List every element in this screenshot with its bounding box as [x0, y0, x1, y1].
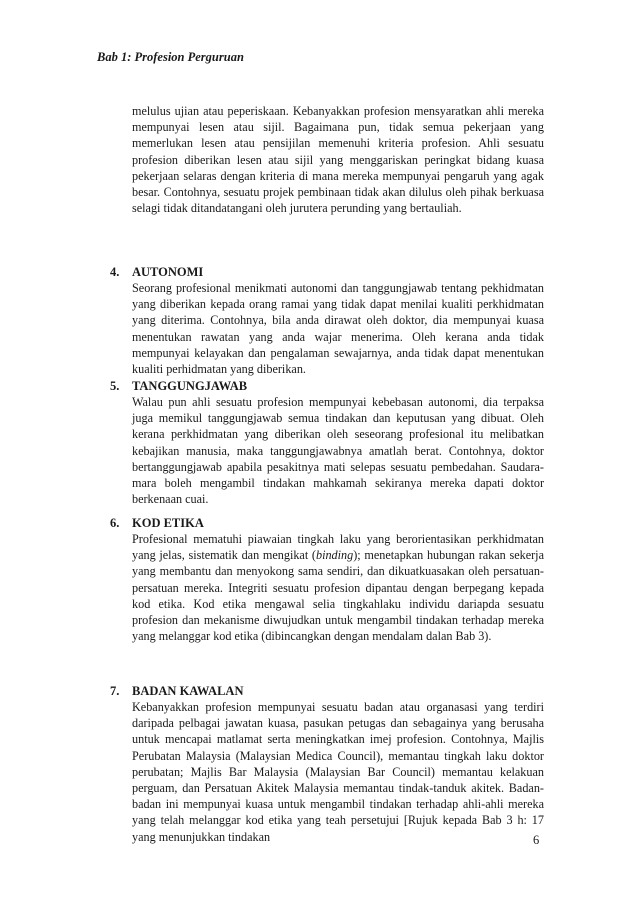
intro-paragraph: melulus ujian atau peperiskaan. Kebanyakkan profesion mensyaratkan ahli mereka mempunyai lesen atau sijil. Bagaimana pun, tidak semua pekerjaan yang memerlukan lesen atau pensijilan memenuhi kriteria profesion. Ahli sesuatu profesion diberikan lesen atau sijil yang menggariskan peringkat bidang kuasa pekerjaan selaras dengan kriteria di mana mereka mempunyai pengaruh yang agak besar. Contohnya, sesuatu projek pembinaan tidak akan dilulus oleh pihak berkuasa selagi tidak ditandatangani oleh jurutera perunding yang bertauliah.: [132, 104, 544, 216]
section-tanggungjawab: [110, 378, 544, 507]
section-kod-etika: [110, 515, 544, 644]
section-title: KOD ETIKA: [132, 516, 204, 530]
section-heading: [110, 378, 544, 394]
section-body: Walau pun ahli sesuatu profesion mempunyai kebebasan autonomi, dia terpaksa juga memikul tanggungjawab semua tindakan dan keputusan yang dibuat. Oleh kerana perkhidmatan yang diberikan oleh seseorang profesional itu melibatkan kebajikan manusia, maka tanggungjawabnya amatlah berat. Contohnya, doktor bertanggungjawab apabila pesakitnya mati selepas sesuatu pembedahan. Saudara-mara boleh mengambil tindakan mahkamah sekiranya mereka dapati doktor berkenaan cuai.: [132, 395, 544, 507]
section-body: Seorang profesional menikmati autonomi dan tanggungjawab tentang pekhidmatan yang diberikan kepada orang ramai yang tidak dapat menilai kualiti perkhidmatan yang diterima. Contohnya, bila anda dirawat oleh doktor, dia mempunyai kuasa menentukan rawatan yang anda wajar menerima. Oleh kerana anda tidak mempunyai kelayakan dan pengalaman sewajarnya, anda tidak dapat menentukan kualiti perhidmatan yang diberikan.: [132, 281, 544, 377]
section-title: AUTONOMI: [132, 265, 204, 279]
body-text: ); menetapkan hubungan rakan sekerja yang membantu dan menyokong sama sendiri, dan dikuatkuasakan oleh persatuan-persatuan mereka. Integriti sesuatu profesion dipantau dengan berpegang kepada kod etika. Kod etika mengawal selia tingkahlaku individu dariapda sesuatu profesion dan mekanisme diwujudkan untuk mengambil tindakan terhadap mereka yang melanggar kod etika (dibincangkan dengan mendalam dalan Bab 3).: [132, 548, 544, 644]
section-heading: [110, 515, 544, 531]
section-title: TANGGUNGJAWAB: [132, 379, 248, 393]
section-heading: [110, 683, 544, 699]
body-italic-term: binding: [315, 548, 354, 563]
body-text: Profesional mematuhi piawaian tingkah laku yang berorientasikan perkhidmatan yang jelas, sistematik dan mengikat (: [132, 532, 544, 563]
section-number: 7.: [110, 684, 120, 698]
section-heading: [110, 264, 544, 280]
section-title: BADAN KAWALAN: [132, 684, 244, 698]
section-number: 6.: [110, 516, 120, 530]
chapter-header: Bab 1: Profesion Perguruan: [97, 50, 244, 64]
section-body: [132, 531, 544, 644]
page-number: 6: [533, 833, 540, 847]
section-number: 5.: [110, 379, 120, 393]
section-number: 4.: [110, 265, 120, 279]
section-badan-kawalan: [110, 683, 544, 845]
section-body: Kebanyakkan profesion mempunyai sesuatu badan atau organasasi yang terdiri daripada pelbagai jawatan kuasa, pasukan petugas dan sebagainya yang berusaha untuk mencapai matlamat serta meningkatkan imej profesion. Contohnya, Majlis Perubatan Malaysia (Malaysian Medica Council), memantau tingkah laku doktor perubatan; Majlis Bar Malaysia (Malaysian Bar Council) memantau kelakuan perguam, dan Persatuan Akitek Malaysia memantau tindak-tanduk akitek. Badan-badan ini mempunyai kuasa untuk mengambil tindakan terhadap ahli-ahli mereka yang telah melanggar kod etika yang teah persetujui [Rujuk kepada Bab 3 h: 17 yang menunjukkan tindakan: [132, 700, 544, 844]
section-autonomi: [110, 264, 544, 377]
